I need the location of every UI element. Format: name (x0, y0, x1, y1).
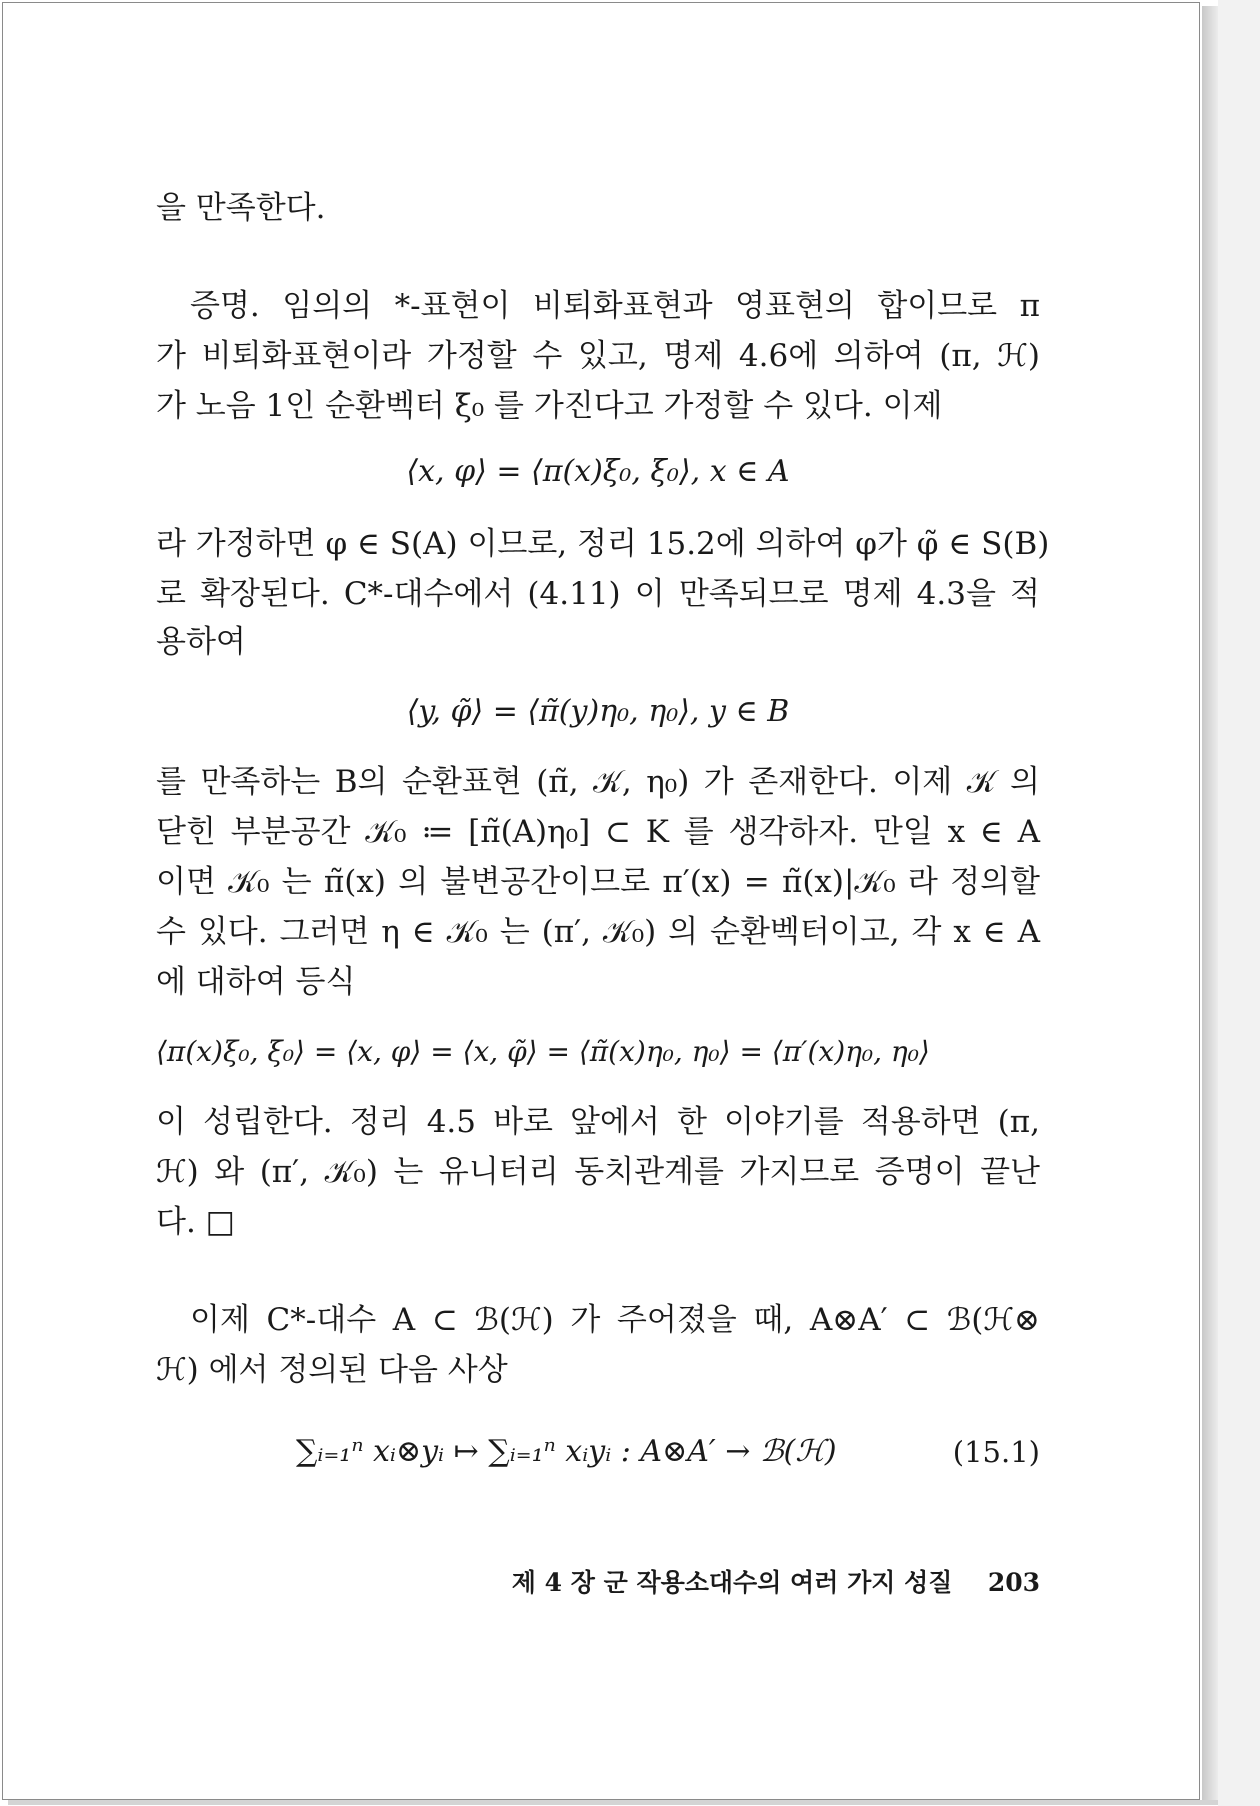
text-line: 라 가정하면 φ ∈ S(A) 이므로, 정리 15.2에 의하여 φ가 φ̃ ∈ S(B) (156, 526, 1050, 562)
proof-heading-line: 증명. 임의의 *-표현이 비퇴화표현과 영표현의 합이므로 π (190, 288, 1040, 324)
equation-inner-product-phi-tilde: ⟨y, φ̃⟩ = ⟨π̃(y)η₀, η₀⟩, y ∈ B (406, 694, 790, 729)
text-line: 용하여 (156, 624, 246, 660)
page-shadow (1202, 6, 1218, 1802)
text-line: 이제 C*-대수 A ⊂ ℬ(ℋ) 가 주어졌을 때, A⊗A′ ⊂ ℬ(ℋ⊗ (190, 1302, 1040, 1338)
page-number: 203 (987, 1568, 1040, 1597)
equation-number: (15.1) (952, 1435, 1040, 1469)
equation-tensor-map: ∑ᵢ₌₁ⁿ xᵢ⊗yᵢ ↦ ∑ᵢ₌₁ⁿ xᵢyᵢ : A⊗A′ → ℬ(ℋ) (296, 1434, 837, 1469)
text-line: 로 확장된다. C*-대수에서 (4.11) 이 만족되므로 명제 4.3을 적 (156, 576, 1040, 612)
running-head: 제 4 장 군 작용소대수의 여러 가지 성질 (511, 1568, 953, 1597)
proof-end-line: 다. □ (156, 1204, 235, 1240)
text-line: ℋ) 와 (π′, 𝒦₀) 는 유니터리 동치관계를 가지므로 증명이 끝난 (156, 1154, 1040, 1190)
page-shadow-bottom (8, 1800, 1218, 1805)
equation-inner-product-phi: ⟨x, φ⟩ = ⟨π(x)ξ₀, ξ₀⟩, x ∈ A (406, 454, 790, 489)
text-line: 를 만족하는 B의 순환표현 (π̃, 𝒦, η₀) 가 존재한다. 이제 𝒦 의 (156, 764, 1040, 800)
equation-identity-chain: ⟨π(x)ξ₀, ξ₀⟩ = ⟨x, φ⟩ = ⟨x, φ̃⟩ = ⟨π̃(x)η₀, η₀⟩ = ⟨π′(x)η₀, η₀⟩ (156, 1035, 930, 1068)
text-line: 에 대하여 등식 (156, 964, 356, 1000)
text-line: ℋ) 에서 정의된 다음 사상 (156, 1352, 508, 1388)
text-line: 수 있다. 그러면 η ∈ 𝒦₀ 는 (π′, 𝒦₀) 의 순환벡터이고, 각 x ∈ A (156, 914, 1040, 950)
text-line: 이면 𝒦₀ 는 π̃(x) 의 불변공간이므로 π′(x) = π̃(x)|𝒦₀ 라 정의할 (156, 864, 1040, 900)
running-footer (480, 1566, 1040, 1600)
text-line: 이 성립한다. 정리 4.5 바로 앞에서 한 이야기를 적용하면 (π, (156, 1104, 1040, 1140)
text-line: 을 만족한다. (156, 190, 326, 226)
text-line: 닫힌 부분공간 𝒦₀ ≔ [π̃(A)η₀] ⊂ K 를 생각하자. 만일 x ∈ A (156, 814, 1040, 850)
text-line: 가 노음 1인 순환벡터 ξ₀ 를 가진다고 가정할 수 있다. 이제 (156, 388, 943, 424)
text-line: 가 비퇴화표현이라 가정할 수 있고, 명제 4.6에 의하여 (π, ℋ) (156, 338, 1040, 374)
viewer-background (1218, 0, 1260, 1806)
